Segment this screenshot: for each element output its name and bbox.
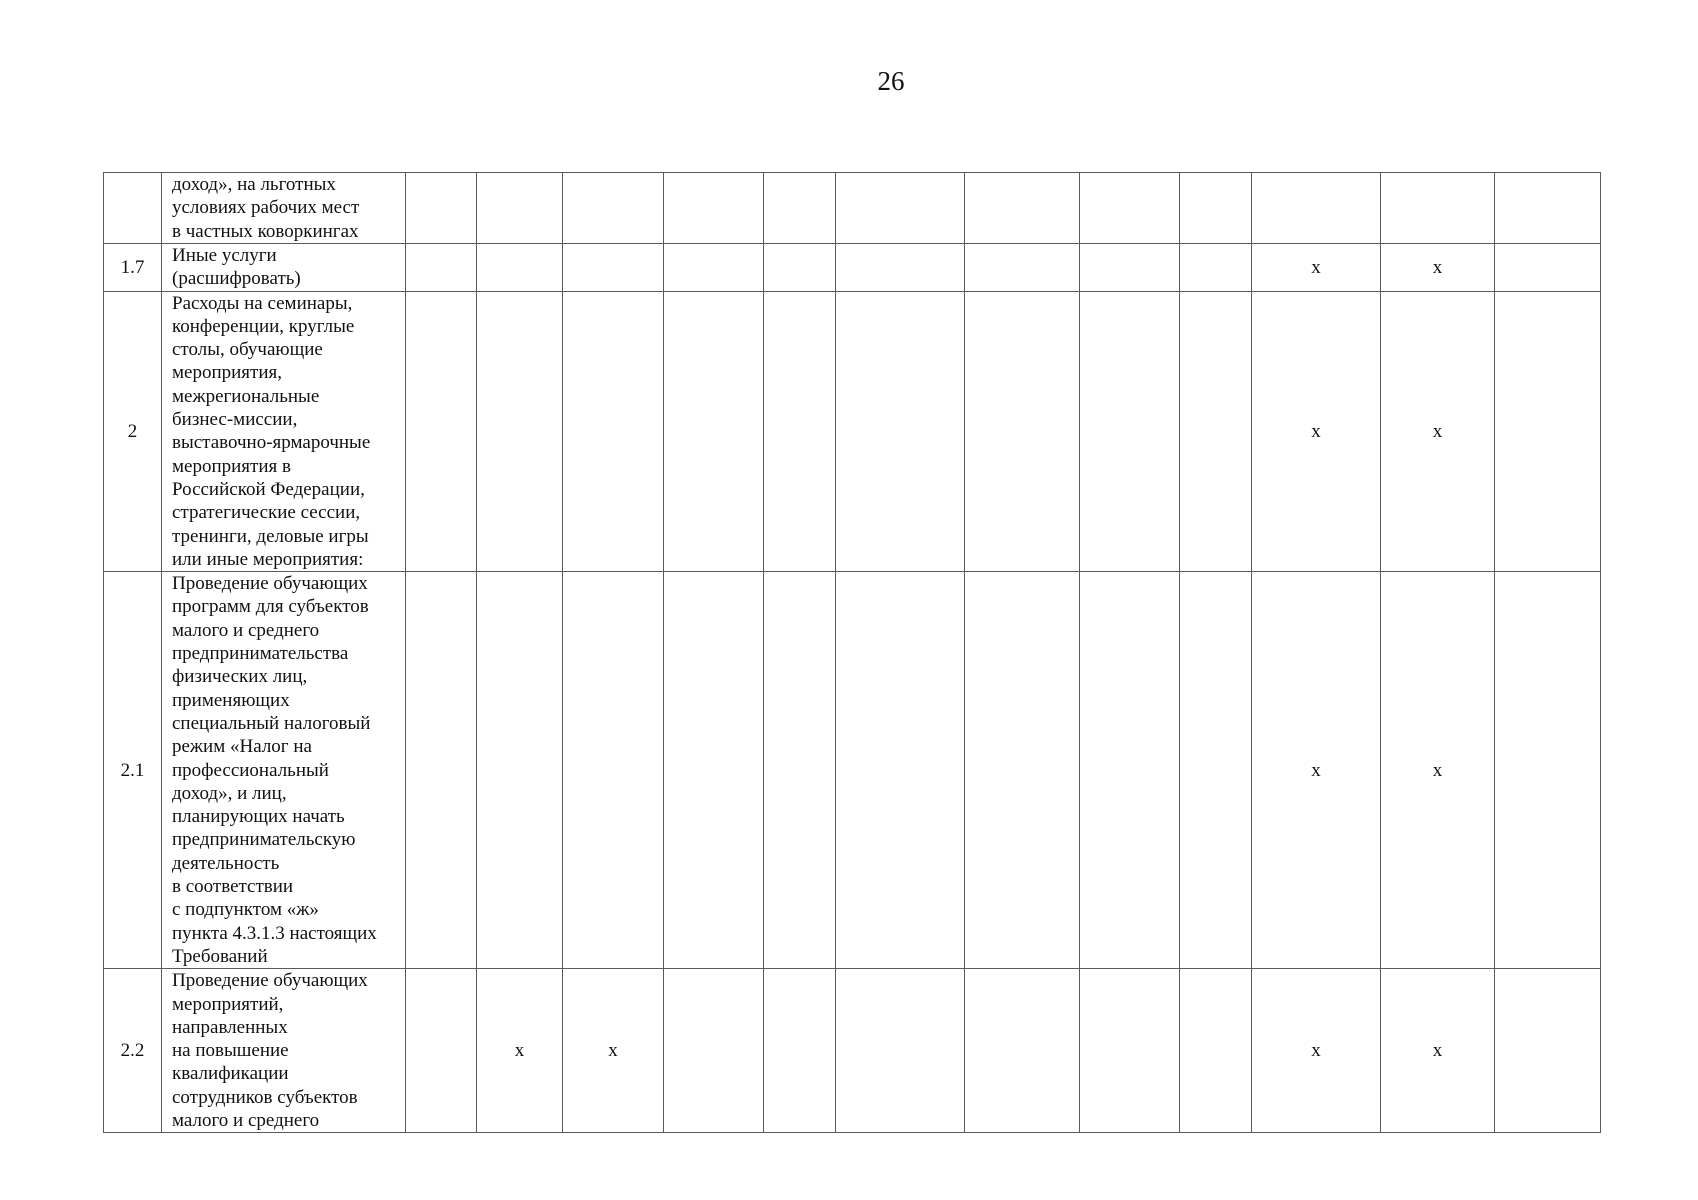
table-cell bbox=[1080, 572, 1180, 969]
row-number: 2.1 bbox=[104, 572, 162, 969]
cell-mark: x bbox=[1432, 759, 1443, 781]
table-cell bbox=[1080, 291, 1180, 572]
table-cell bbox=[1381, 572, 1495, 969]
row-description: доход», на льготных условиях рабочих мест в частных коворкингах bbox=[162, 173, 406, 244]
row-description: Расходы на семинары, конференции, круглые столы, обучающие мероприятия, межрегиональные бизнес-миссии, выставочно-ярмарочные мероприятия в Российской Федерации, стратегические сессии, тренинги, деловые игры или иные мероприятия: bbox=[162, 291, 406, 572]
table-cell bbox=[664, 291, 764, 572]
table-cell bbox=[563, 291, 664, 572]
table-cell bbox=[764, 244, 836, 292]
table-row bbox=[104, 244, 1601, 292]
table-cell bbox=[563, 173, 664, 244]
row-number bbox=[104, 173, 162, 244]
table-cell bbox=[764, 291, 836, 572]
table-cell bbox=[1495, 244, 1601, 292]
table-cell bbox=[664, 244, 764, 292]
table-cell bbox=[477, 572, 563, 969]
table-cell bbox=[406, 173, 477, 244]
table-cell bbox=[563, 572, 664, 969]
table-cell bbox=[664, 173, 764, 244]
table-cell bbox=[836, 291, 965, 572]
table-row bbox=[104, 291, 1601, 572]
table-cell bbox=[1495, 969, 1601, 1133]
table-cell bbox=[1252, 572, 1381, 969]
table-cell bbox=[1252, 173, 1381, 244]
table-cell bbox=[1080, 969, 1180, 1133]
row-description: Иные услуги (расшифровать) bbox=[162, 244, 406, 292]
table-cell bbox=[1180, 244, 1252, 292]
page-number: 26 bbox=[877, 66, 905, 96]
table-cell bbox=[664, 572, 764, 969]
table-cell bbox=[764, 572, 836, 969]
row-description: Проведение обучающих мероприятий, направленных на повышение квалификации сотрудников субъектов малого и среднего bbox=[162, 969, 406, 1133]
table-cell bbox=[1080, 173, 1180, 244]
cell-mark: x bbox=[608, 1040, 618, 1062]
table-row bbox=[104, 173, 1601, 244]
table-cell bbox=[836, 173, 965, 244]
row-number: 2 bbox=[104, 291, 162, 572]
row-number: 2.2 bbox=[104, 969, 162, 1133]
table-cell bbox=[477, 969, 563, 1133]
table-cell bbox=[1180, 969, 1252, 1133]
table-cell bbox=[1180, 572, 1252, 969]
table-cell bbox=[1381, 173, 1495, 244]
table-cell bbox=[406, 572, 477, 969]
table-cell bbox=[965, 173, 1080, 244]
cell-mark: x bbox=[1432, 420, 1443, 442]
table-cell bbox=[1495, 572, 1601, 969]
table-cell bbox=[1252, 291, 1381, 572]
table-cell bbox=[1381, 291, 1495, 572]
table-cell bbox=[1495, 173, 1601, 244]
table-cell bbox=[1495, 291, 1601, 572]
cell-mark: x bbox=[1432, 1040, 1443, 1062]
table-cell bbox=[477, 173, 563, 244]
row-description: Проведение обучающих программ для субъектов малого и среднего предпринимательства физических лиц, применяющих специальный налоговый режим «Налог на профессиональный доход», и лиц, планирующих начать предпринимательскую деятельность в соответствии с подпунктом «ж» пункта 4.3.1.3 настоящих Требований bbox=[162, 572, 406, 969]
cell-mark: x bbox=[1311, 759, 1321, 781]
table-cell bbox=[764, 173, 836, 244]
row-number: 1.7 bbox=[104, 244, 162, 292]
table-cell bbox=[965, 244, 1080, 292]
table-cell bbox=[836, 244, 965, 292]
table-cell bbox=[965, 969, 1080, 1133]
table-cell bbox=[1080, 244, 1180, 292]
table-cell bbox=[965, 572, 1080, 969]
table-cell bbox=[836, 572, 965, 969]
data-table bbox=[103, 172, 1601, 1133]
table-cell bbox=[1252, 244, 1381, 292]
table-cell bbox=[1180, 173, 1252, 244]
table-cell bbox=[764, 969, 836, 1133]
cell-mark: x bbox=[1432, 256, 1443, 278]
table-cell bbox=[477, 291, 563, 572]
table-cell bbox=[1381, 244, 1495, 292]
table-cell bbox=[563, 969, 664, 1133]
table-cell bbox=[965, 291, 1080, 572]
cell-mark: x bbox=[514, 1040, 525, 1062]
table-row bbox=[104, 572, 1601, 969]
table-cell bbox=[406, 969, 477, 1133]
table-cell bbox=[406, 244, 477, 292]
table-cell bbox=[477, 244, 563, 292]
table-cell bbox=[664, 969, 764, 1133]
table-cell bbox=[1381, 969, 1495, 1133]
cell-mark: x bbox=[1311, 1040, 1321, 1062]
table-cell bbox=[1252, 969, 1381, 1133]
table-cell bbox=[563, 244, 664, 292]
cell-mark: x bbox=[1311, 256, 1321, 278]
table-cell bbox=[1180, 291, 1252, 572]
table-cell bbox=[836, 969, 965, 1133]
table-row bbox=[104, 969, 1601, 1133]
cell-mark: x bbox=[1311, 420, 1321, 442]
table-cell bbox=[406, 291, 477, 572]
